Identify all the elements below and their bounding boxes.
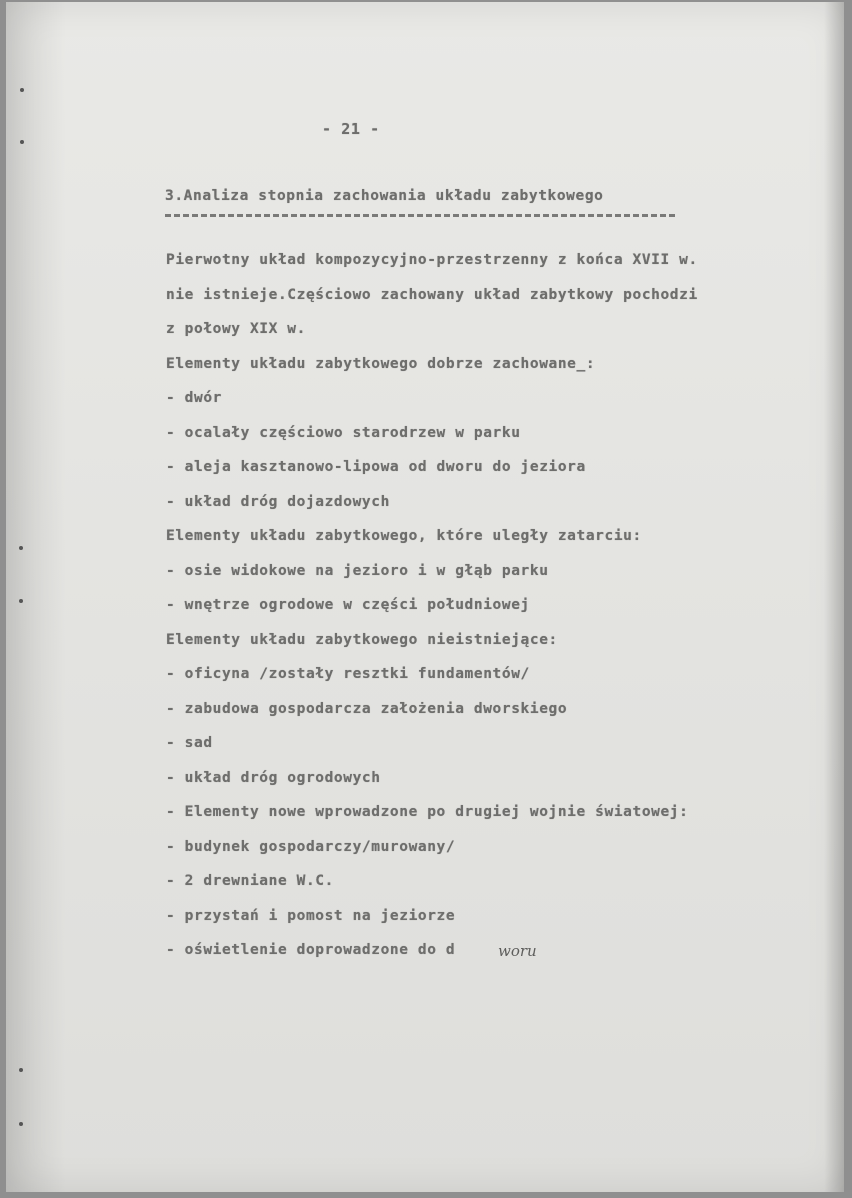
list-item: - 2 drewniane W.C. bbox=[166, 873, 334, 889]
list-item: - budynek gospodarczy/murowany/ bbox=[166, 839, 456, 855]
list-item: - ocalały częściowo starodrzew w parku bbox=[166, 425, 521, 441]
punch-hole-mark bbox=[19, 1122, 23, 1126]
text-line: Elementy układu zabytkowego, które uległy zatarciu: bbox=[166, 528, 642, 544]
punch-hole-mark bbox=[19, 546, 23, 550]
list-item: - sad bbox=[166, 735, 213, 751]
heading-underline bbox=[165, 214, 675, 217]
handwritten-correction: woru bbox=[498, 942, 537, 960]
page-number: - 21 - bbox=[322, 120, 380, 138]
list-item: - Elementy nowe wprowadzone po drugiej wojnie światowej: bbox=[166, 804, 689, 820]
section-heading: 3.Analiza stopnia zachowania układu zabytkowego bbox=[165, 188, 604, 204]
text-line: nie istnieje.Częściowo zachowany układ zabytkowy pochodzi bbox=[166, 287, 698, 303]
text-line: Elementy układu zabytkowego nieistniejące: bbox=[166, 632, 558, 648]
text-line: z połowy XIX w. bbox=[166, 321, 306, 337]
list-item: - zabudowa gospodarcza założenia dworskiego bbox=[166, 701, 568, 717]
punch-hole-mark bbox=[19, 599, 23, 603]
list-item: - przystań i pomost na jeziorze bbox=[166, 908, 456, 924]
punch-hole-mark bbox=[20, 140, 24, 144]
list-item: - osie widokowe na jezioro i w głąb parku bbox=[166, 563, 549, 579]
list-item: - układ dróg ogrodowych bbox=[166, 770, 381, 786]
list-item: - wnętrze ogrodowe w części południowej bbox=[166, 597, 530, 613]
list-item: - aleja kasztanowo-lipowa od dworu do jeziora bbox=[166, 459, 586, 475]
punch-hole-mark bbox=[20, 88, 24, 92]
punch-hole-mark bbox=[19, 1068, 23, 1072]
list-item: - układ dróg dojazdowych bbox=[166, 494, 390, 510]
list-item: - oświetlenie doprowadzone do d bbox=[166, 942, 456, 958]
list-item: - oficyna /zostały resztki fundamentów/ bbox=[166, 666, 530, 682]
document-page bbox=[6, 2, 844, 1192]
list-item: - dwór bbox=[166, 390, 222, 406]
text-line: Elementy układu zabytkowego dobrze zachowane_: bbox=[166, 356, 596, 372]
text-line: Pierwotny układ kompozycyjno-przestrzenny z końca XVII w. bbox=[166, 252, 698, 268]
